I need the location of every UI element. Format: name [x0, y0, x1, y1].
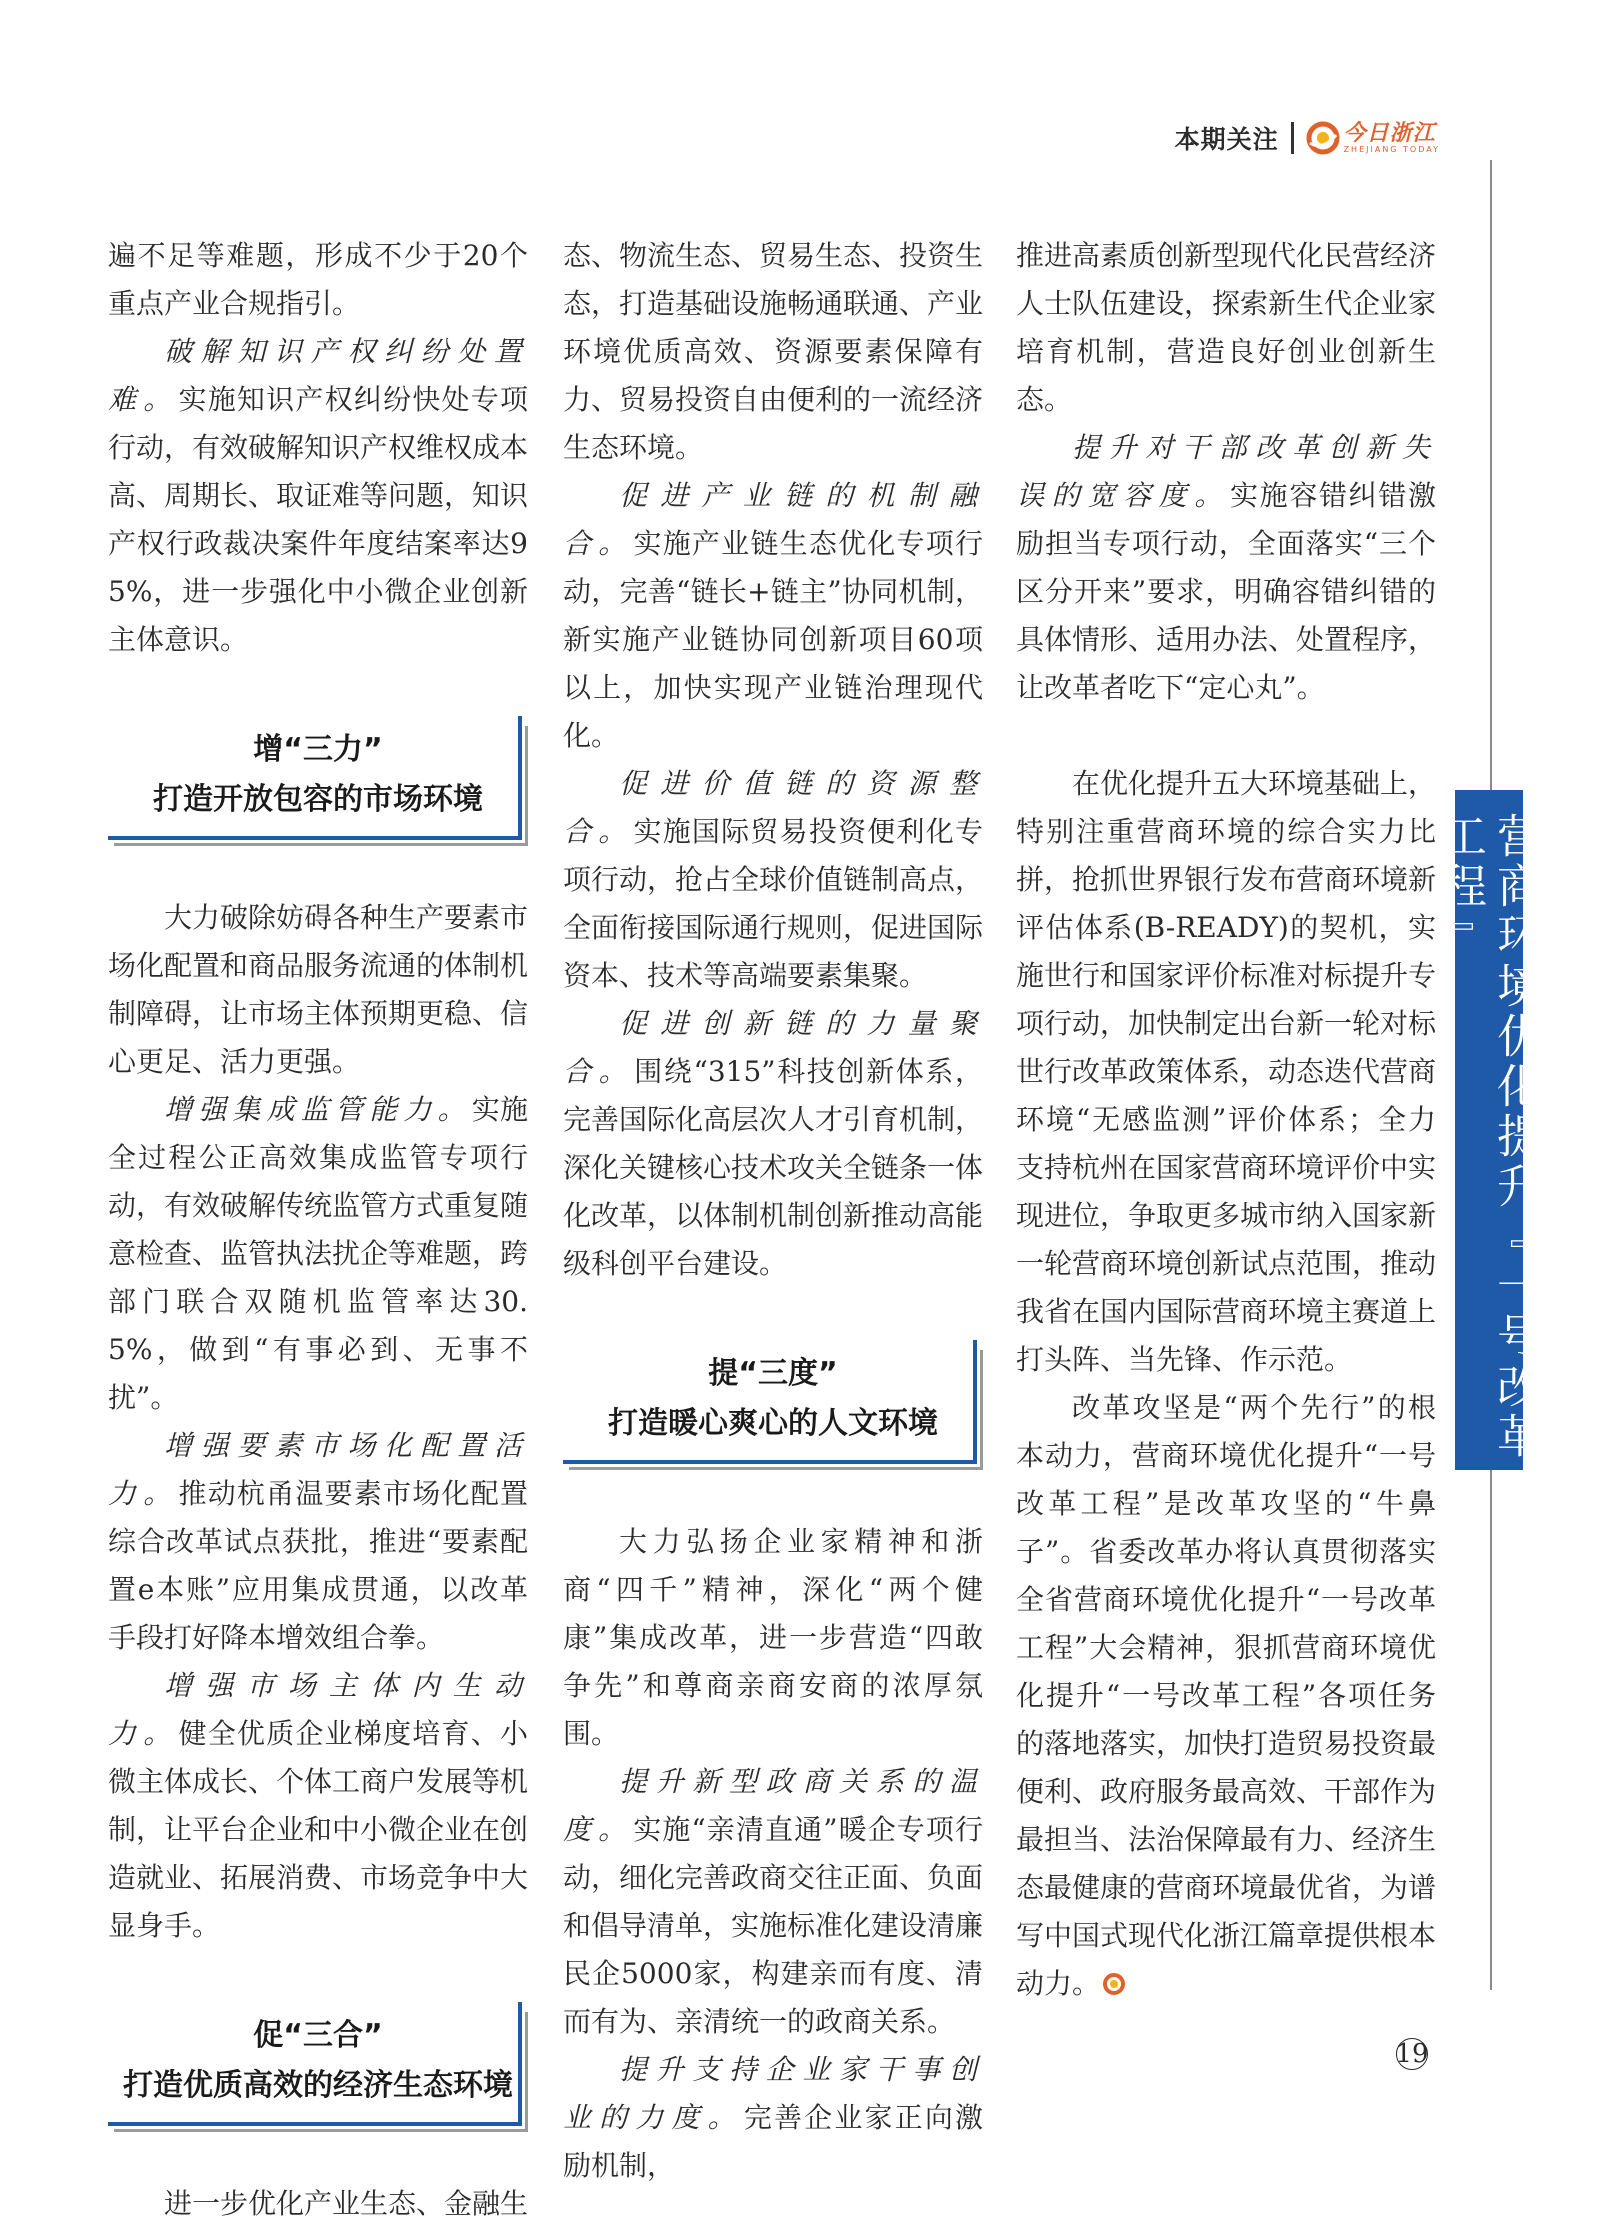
section-heading-line2: 打造暖心爽心的人文环境 [608, 1406, 938, 1441]
column-1 [108, 232, 528, 2228]
keyword-heading: 增强集成监管能力。 [164, 1093, 472, 1126]
side-rule [1490, 1470, 1492, 1990]
heading-shadow [525, 726, 528, 846]
heading-frame [108, 2122, 522, 2126]
column-3 [1016, 232, 1436, 2008]
paragraph: 促进价值链的资源整合。实施国际贸易投资便利化专项行动，抢占全球价值链制高点，全面衔接国际通行规则，促进国际资本、技术等高端要素集聚。 [563, 767, 984, 992]
paragraph: 提升对干部改革创新失误的宽容度。实施容错纠错激励担当专项行动，全面落实“三个区分开来”要求，明确容错纠错的具体情形、适用办法、处置程序，让改革者吃下“定心丸”。 [1016, 431, 1437, 704]
side-rule [1490, 160, 1492, 790]
paragraph: 大力弘扬企业家精神和浙商“四千”精神，深化“两个健康”集成改革，进一步营造“四敢争先”和尊商亲商安商的浓厚氛围。 [563, 1525, 983, 1750]
paragraph: 破解知识产权纠纷处置难。实施知识产权纠纷快处专项行动，有效破解知识产权维权成本高、周期长、取证难等问题，知识产权行政裁决案件年度结案率达95%，进一步强化中小微企业创新主体意识。 [108, 335, 529, 656]
paragraph: 推进高素质创新型现代化民营经济人士队伍建设，探索新生代企业家培育机制，营造良好创业创新生态。 [1016, 239, 1437, 416]
side-title: 营商环境优化提升『一号改革工程』 [1434, 812, 1544, 1462]
heading-frame [518, 716, 522, 840]
keyword-heading: 增强要素市场化配置活力。 [108, 1429, 528, 1510]
paragraph: 提升支持企业家干事创业的力度。完善企业家正向激励机制， [563, 2053, 983, 2182]
paragraph: 促进产业链的机制融合。实施产业链生态优化专项行动，完善“链长+链主”协同机制，新实施产业链协同创新项目60项以上，加快实现产业链治理现代化。 [563, 479, 983, 752]
heading-frame [973, 1340, 977, 1464]
paragraph: 增强集成监管能力。实施全过程公正高效集成监管专项行动，有效破解传统监管方式重复随意检查、监管执法扰企等难题，跨部门联合双随机监管率达30.5%，做到“有事必到、无事不扰”。 [108, 1093, 529, 1414]
page-number: 19 [1395, 2039, 1429, 2069]
keyword-heading: 提升对干部改革创新失误的宽容度。 [1016, 431, 1436, 512]
paragraph: 在优化提升五大环境基础上，特别注重营商环境的综合实力比拼，抢抓世界银行发布营商环境新评估体系(B-READY)的契机，实施世行和国家评价标准对标提升专项行动，加快制定出台新一轮对标世行改革政策体系，动态迭代营商环境“无感监测”评价体系；全力支持杭州在国家营商环境评价中实现进位，争取更多城市纳入国家新一轮营商环境创新试点范围，推动我省在国内国际营商环境主赛道上打头阵、当先锋、作示范。 [1016, 767, 1437, 1376]
heading-frame [518, 2002, 522, 2126]
keyword-heading: 提升支持企业家干事创业的力度。 [563, 2053, 983, 2134]
paragraph: 增强要素市场化配置活力。推动杭甬温要素市场化配置综合改革试点获批，推进“要素配置e本账”应用集成贯通，以改革手段打好降本增效组合拳。 [108, 1429, 528, 1654]
keyword-heading: 促进产业链的机制融合。 [563, 479, 983, 560]
keyword-heading: 提升新型政商关系的温度。 [563, 1765, 983, 1846]
side-title-banner [1434, 790, 1544, 1470]
section-heading [563, 1340, 983, 1464]
section-heading-line1: 增“三力” [253, 732, 383, 767]
section-heading-line1: 提“三度” [708, 1356, 838, 1391]
heading-shadow [114, 2129, 528, 2132]
section-heading [108, 716, 528, 840]
section-heading-line2: 打造开放包容的市场环境 [153, 782, 483, 817]
logo-chinese: 今日浙江 [1343, 120, 1436, 146]
section-label: 本期关注 [1174, 125, 1279, 154]
heading-shadow [114, 843, 528, 846]
magazine-logo [1306, 121, 1440, 155]
paragraph: 改革攻坚是“两个先行”的根本动力，营商环境优化提升“一号改革工程”是改革攻坚的“牛鼻子”。省委改革办将认真贯彻落实全省营商环境优化提升“一号改革工程”大会精神，狠抓营商环境优化提升“一号改革工程”各项任务的落地落实，加快打造贸易投资最便利、政府服务最高效、干部作为最担当、法治保障最有力、经济生态最健康的营商环境最优省，为谱写中国式现代化浙江篇章提供根本动力。 [1016, 1391, 1437, 2000]
heading-shadow [525, 2012, 528, 2132]
heading-shadow [980, 1350, 983, 1470]
section-heading-line2: 打造优质高效的经济生态环境 [123, 2068, 513, 2103]
keyword-heading: 促进创新链的力量聚合。 [563, 1007, 983, 1088]
heading-frame [563, 1460, 977, 1464]
paragraph: 进一步优化产业生态、金融生 [164, 2187, 529, 2220]
spacer [1016, 712, 1436, 760]
paragraph: 促进创新链的力量聚合。围绕“315”科技创新体系，完善国际化高层次人才引育机制，深化关键核心技术攻关全链条一体化改革，以体制机制创新推动高能级科创平台建设。 [563, 1007, 984, 1280]
page-header [1175, 118, 1440, 158]
keyword-heading: 破解知识产权纠纷处置难。 [108, 335, 528, 416]
column-2 [563, 232, 983, 2190]
section-heading [108, 2002, 528, 2126]
paragraph: 增强市场主体内生动力。健全优质企业梯度培育、小微主体成长、个体工商户发展等机制，让平台企业和中小微企业在创造就业、拓展消费、市场竞争中大显身手。 [108, 1669, 529, 1942]
heading-shadow [569, 1467, 983, 1470]
logo-english: ZHEJIANG TODAY [1343, 145, 1440, 154]
keyword-heading: 增强市场主体内生动力。 [108, 1669, 528, 1750]
keyword-heading: 促进价值链的资源整合。 [563, 767, 983, 848]
heading-frame [108, 836, 522, 840]
end-mark-icon [1102, 1972, 1126, 1996]
section-heading-line1: 促“三合” [253, 2018, 383, 2053]
logo-swirl-icon [1306, 121, 1340, 155]
paragraph: 遍不足等难题，形成不少于20个重点产业合规指引。 [108, 239, 528, 320]
header-divider [1291, 122, 1294, 154]
paragraph: 态、物流生态、贸易生态、投资生态，打造基础设施畅通联通、产业环境优质高效、资源要素保障有力、贸易投资自由便利的一流经济生态环境。 [563, 239, 984, 464]
paragraph: 大力破除妨碍各种生产要素市场化配置和商品服务流通的体制机制障碍，让市场主体预期更稳、信心更足、活力更强。 [108, 901, 529, 1078]
paragraph: 提升新型政商关系的温度。实施“亲清直通”暖企专项行动，细化完善政商交往正面、负面和倡导清单，实施标准化建设清廉民企5000家，构建亲而有度、清而有为、亲清统一的政商关系。 [563, 1765, 984, 2038]
